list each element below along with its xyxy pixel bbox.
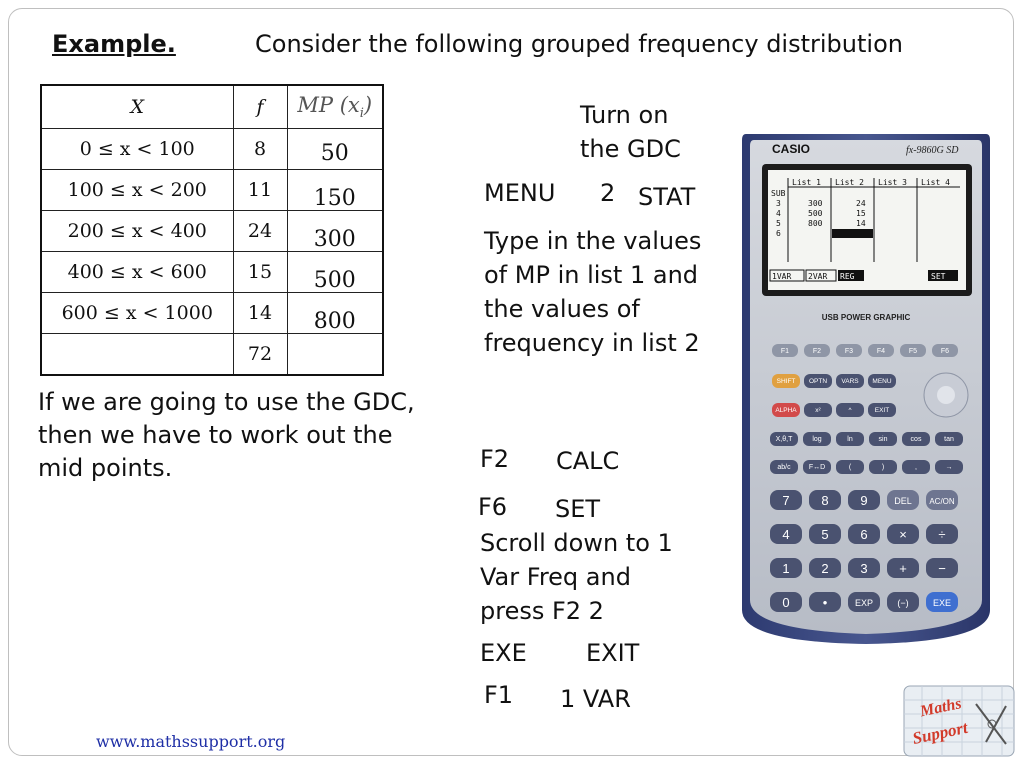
table-row: [41, 252, 383, 293]
key-5: 5: [821, 527, 829, 542]
frequency-cell: 15: [233, 252, 287, 293]
step-calc: CALC: [556, 447, 620, 475]
key-exe: EXE: [932, 598, 952, 608]
calculator-brand: CASIO: [772, 142, 811, 156]
key-open-paren: (: [848, 464, 852, 471]
key-3: 3: [860, 561, 868, 576]
svg-text:14: 14: [856, 219, 866, 228]
key-xthetat: X,θ,T: [775, 436, 793, 443]
key-divide: ÷: [938, 527, 946, 542]
gdc-note: If we are going to use the GDC, then we have to work out the mid points.: [38, 388, 415, 482]
key-menu: MENU: [872, 378, 892, 385]
key-cos: cos: [910, 436, 922, 443]
footer-url: www.mathssupport.org: [96, 732, 286, 751]
header-f: f: [233, 85, 287, 129]
step-menu-number: 2: [600, 179, 616, 207]
midpoint-cell: 800: [287, 293, 383, 334]
interval-cell: 0 ≤ x < 100: [41, 129, 233, 170]
key-7: 7: [782, 493, 790, 508]
frequency-cell: 8: [233, 129, 287, 170]
step-f1: F1: [484, 681, 514, 709]
header-x: X: [41, 85, 233, 129]
frequency-cell: 24: [233, 211, 287, 252]
key-tan: tan: [944, 436, 954, 443]
svg-text:800: 800: [808, 219, 823, 228]
step-menu: MENU: [484, 179, 556, 207]
table-row: [41, 129, 383, 170]
key-power: ^: [848, 407, 852, 414]
table-total-row: [41, 334, 383, 376]
key-alpha: ALPHA: [775, 407, 797, 414]
key-0: 0: [782, 595, 790, 610]
svg-text:300: 300: [808, 199, 823, 208]
midpoint-cell: 500: [287, 252, 383, 293]
frequency-table: [40, 84, 384, 376]
interval-cell: 200 ≤ x < 400: [41, 211, 233, 252]
screen-cursor: [832, 229, 873, 238]
frequency-cell: 14: [233, 293, 287, 334]
table-row: [41, 293, 383, 334]
key-square: x²: [815, 407, 821, 414]
key-exp: EXP: [854, 598, 874, 608]
svg-text:5: 5: [776, 219, 781, 228]
key-f3: F3: [844, 348, 854, 355]
key-plus: +: [899, 561, 907, 576]
key-f5: F5: [908, 348, 918, 355]
key-f2: F2: [812, 348, 822, 355]
key-fraction: ab/c: [777, 464, 791, 471]
key-minus: −: [938, 561, 946, 576]
key-ac-on: AC/ON: [929, 497, 955, 506]
key-log: log: [812, 436, 822, 443]
calculator-image: [740, 130, 992, 646]
step-f6: F6: [478, 493, 508, 521]
key-exit: EXIT: [874, 407, 890, 414]
key-del: DEL: [894, 496, 912, 506]
key-9: 9: [860, 493, 868, 508]
midpoint-cell: 50: [287, 129, 383, 170]
key-8: 8: [821, 493, 829, 508]
key-1: 1: [782, 561, 790, 576]
step-scroll: Scroll down to 1 Var Freq and press F2 2: [480, 529, 673, 625]
total-frequency: 72: [233, 334, 287, 376]
key-decimal: •: [822, 595, 828, 610]
key-shift: SHIFT: [776, 378, 796, 385]
svg-text:15: 15: [856, 209, 866, 218]
midpoint-cell: 150: [287, 170, 383, 211]
table-row: [41, 170, 383, 211]
maths-support-logo: [902, 684, 1016, 758]
step-exe: EXE: [480, 639, 527, 667]
key-negative: (−): [897, 598, 909, 608]
key-close-paren: ): [881, 464, 885, 471]
key-optn: OPTN: [808, 378, 828, 385]
screen-list4-header: List 4: [921, 178, 950, 187]
screen-list1-header: List 1: [792, 178, 821, 187]
key-2: 2: [821, 561, 829, 576]
key-f-to-d: F↔D: [808, 464, 826, 471]
step-turn-on: Turn on the GDC: [580, 101, 681, 163]
interval-cell: 100 ≤ x < 200: [41, 170, 233, 211]
softkey-2var: 2VAR: [808, 272, 828, 281]
key-4: 4: [782, 527, 790, 542]
svg-text:500: 500: [808, 209, 823, 218]
softkey-reg: REG: [840, 272, 855, 281]
step-type-in: Type in the values of MP in list 1 and the values of frequency in list 2: [484, 227, 702, 357]
step-exit: EXIT: [586, 639, 640, 667]
step-f2: F2: [480, 445, 510, 473]
key-multiply: ×: [899, 527, 907, 542]
midpoint-cell: 300: [287, 211, 383, 252]
svg-text:24: 24: [856, 199, 866, 208]
example-label: Example.: [52, 30, 176, 58]
softkey-set: SET: [931, 272, 946, 281]
svg-text:3: 3: [776, 199, 781, 208]
table-row: [41, 211, 383, 252]
interval-cell: 600 ≤ x < 1000: [41, 293, 233, 334]
step-stat: STAT: [638, 183, 696, 211]
calculator-model: fx-9860G SD: [906, 145, 959, 156]
key-ln: ln: [847, 436, 853, 443]
key-sin: sin: [878, 436, 888, 443]
calculator-banner: USB POWER GRAPHIC: [821, 313, 911, 322]
svg-text:Maths: Maths: [918, 695, 964, 721]
table-header-row: [41, 85, 383, 129]
interval-cell: 400 ≤ x < 600: [41, 252, 233, 293]
key-f4: F4: [876, 348, 886, 355]
key-store: →: [945, 464, 953, 471]
key-comma: ,: [915, 464, 917, 471]
step-set: SET: [555, 495, 601, 523]
frequency-cell: 11: [233, 170, 287, 211]
step-one-var: 1 VAR: [560, 685, 631, 713]
key-vars: VARS: [841, 378, 859, 385]
key-f1: F1: [780, 348, 790, 355]
svg-text:6: 6: [776, 229, 781, 238]
slide-title: Consider the following grouped frequency distribution: [255, 30, 903, 58]
softkey-1var: 1VAR: [772, 272, 792, 281]
svg-text:4: 4: [776, 209, 781, 218]
key-f6: F6: [940, 348, 950, 355]
screen-sub-label: SUB: [771, 189, 786, 198]
screen-list2-header: List 2: [835, 178, 864, 187]
header-mp: MP $(x_i)$: [287, 85, 383, 129]
key-6: 6: [860, 527, 868, 542]
screen-list3-header: List 3: [878, 178, 907, 187]
svg-text:Support: Support: [910, 717, 970, 749]
